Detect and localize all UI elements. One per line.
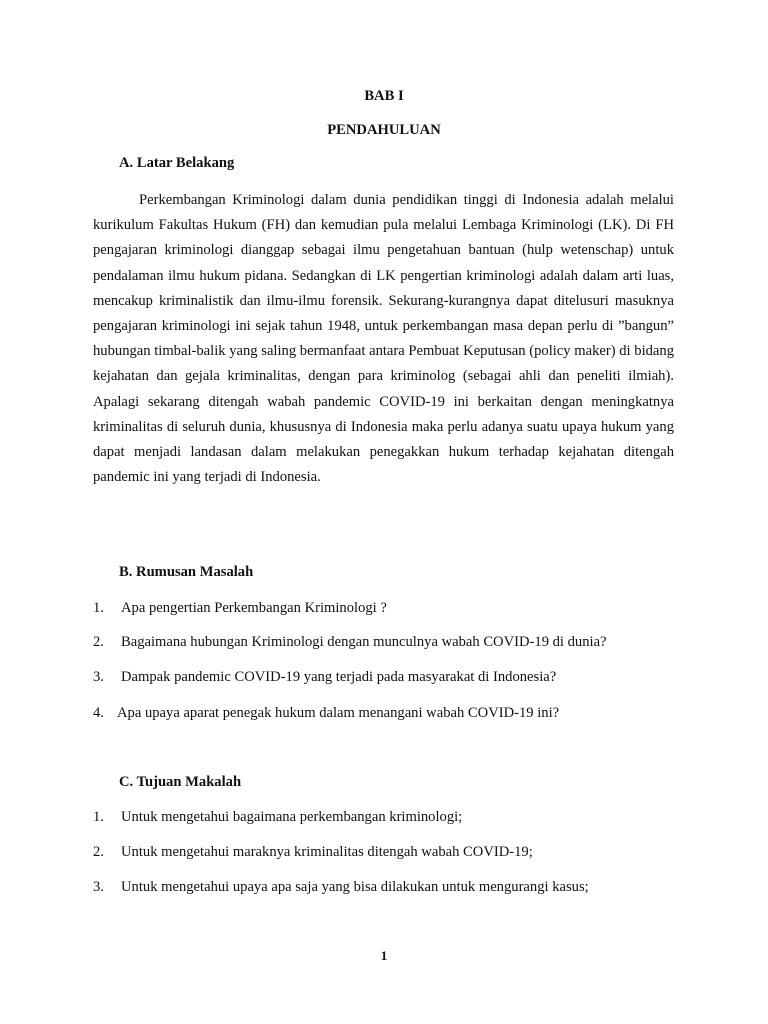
list-text: Apa pengertian Perkembangan Kriminologi ?: [121, 600, 387, 616]
list-number: 3.: [93, 879, 104, 895]
chapter-label: BAB I: [364, 88, 404, 104]
list-number: 4.: [93, 705, 104, 721]
page-number: 1: [380, 948, 388, 963]
list-number: 1.: [93, 600, 104, 616]
list-number: 2.: [93, 844, 104, 860]
list-number: 1.: [93, 809, 104, 825]
section-a-heading: A. Latar Belakang: [119, 155, 235, 171]
list-text: Bagaimana hubungan Kriminologi dengan munculnya wabah COVID-19 di dunia?: [121, 634, 607, 650]
section-c-heading: C. Tujuan Makalah: [119, 774, 242, 790]
problem-item-3: [93, 669, 693, 686]
problem-item-1: [93, 600, 693, 617]
chapter-title: PENDAHULUAN: [327, 122, 441, 138]
objective-item-1: [93, 809, 693, 826]
list-text: Untuk mengetahui maraknya kriminalitas ditengah wabah COVID-19;: [121, 844, 533, 860]
list-number: 2.: [93, 634, 104, 650]
list-text: Dampak pandemic COVID-19 yang terjadi pada masyarakat di Indonesia?: [121, 669, 557, 685]
background-paragraph: Perkembangan Kriminologi dalam dunia pendidikan tinggi di Indonesia adalah melalui kurikulum Fakultas Hukum (FH) dan kemudian pula melalui Lembaga Kriminologi (LK). Di FH pengajaran kriminologi dianggap sebagai ilmu pengetahuan bantuan (hulp wetenschap) untuk pendalaman ilmu hukum pidana. Sedangkan di LK pengertian kriminologi adalah dalam arti luas, mencakup kriminalistik dan ilmu-ilmu forensik. Sekurang-kurangnya dapat ditelusuri masuknya pengajaran kriminologi ini sejak tahun 1948, untuk perkembangan masa depan perlu di ”bangun” hubungan timbal-balik yang saling bermanfaat antara Pembuat Keputusan (policy maker) di bidang kejahatan dan gejala kriminalitas, dengan para kriminolog (sebagai ahli dan peneliti ilmiah). Apalagi sekarang ditengah wabah pandemic COVID-19 ini berkaitan dengan meningkatnya kriminalitas di seluruh dunia, khususnya di Indonesia maka perlu adanya suatu upaya hukum yang dapat menjadi landasan dalam melakukan penegakkan hukum terhadap kejahatan ditengah pandemic ini yang terjadi di Indonesia.: [93, 192, 674, 486]
list-text: Untuk mengetahui upaya apa saja yang bisa dilakukan untuk mengurangi kasus;: [121, 879, 589, 895]
list-text: Apa upaya aparat penegak hukum dalam menangani wabah COVID-19 ini?: [117, 705, 560, 721]
section-b-heading: B. Rumusan Masalah: [119, 564, 254, 580]
objective-item-3: [93, 879, 693, 896]
objective-item-2: [93, 844, 693, 861]
problem-item-2: [93, 634, 693, 651]
list-text: Untuk mengetahui bagaimana perkembangan kriminologi;: [121, 809, 463, 825]
problem-item-4: [93, 705, 693, 722]
list-number: 3.: [93, 669, 104, 685]
